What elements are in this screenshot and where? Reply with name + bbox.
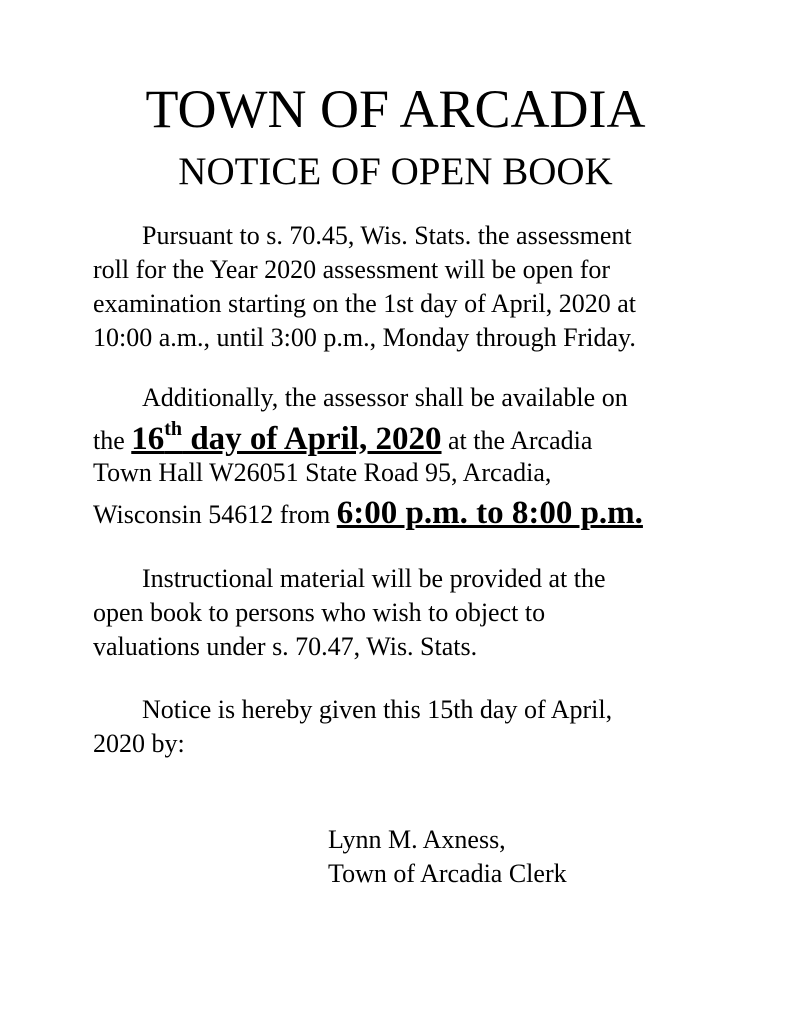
para1-line2: roll for the Year 2020 assessment will be open for xyxy=(93,255,611,284)
para2-line1: Additionally, the assessor shall be available on xyxy=(142,383,628,412)
para4-line1: Notice is hereby given this 15th day of April, xyxy=(142,695,613,724)
open-book-time-range: 6:00 p.m. to 8:00 p.m. xyxy=(336,495,643,531)
signature-title: Town of Arcadia Clerk xyxy=(328,859,567,888)
date-rest: day of April, 2020 xyxy=(182,421,442,457)
para2-line2 xyxy=(93,418,593,458)
para2-line4-prefix: Wisconsin 54612 from xyxy=(93,500,337,529)
para2-line2-suffix: at the Arcadia xyxy=(441,426,593,455)
para3-line2: open book to persons who wish to object to xyxy=(93,598,546,627)
signature-name: Lynn M. Axness, xyxy=(328,825,506,854)
para3-line1: Instructional material will be provided at the xyxy=(142,564,606,593)
page-subtitle: NOTICE OF OPEN BOOK xyxy=(178,150,613,193)
para1-line4: 10:00 a.m., until 3:00 p.m., Monday through Friday. xyxy=(93,323,636,352)
date-day: 16 xyxy=(131,421,165,457)
para4-line2: 2020 by: xyxy=(93,729,185,758)
page-title: TOWN OF ARCADIA xyxy=(145,79,646,139)
para1-line3: examination starting on the 1st day of April, 2020 at xyxy=(93,289,637,318)
para3-line3: valuations under s. 70.47, Wis. Stats. xyxy=(93,632,478,661)
para1-line1: Pursuant to s. 70.45, Wis. Stats. the assessment xyxy=(142,221,632,250)
para2-line2-prefix: the xyxy=(93,426,132,455)
date-ordinal-suffix: th xyxy=(164,418,183,440)
para2-line3: Town Hall W26051 State Road 95, Arcadia, xyxy=(93,458,552,487)
para2-line4 xyxy=(93,496,643,532)
open-book-date xyxy=(131,418,442,457)
